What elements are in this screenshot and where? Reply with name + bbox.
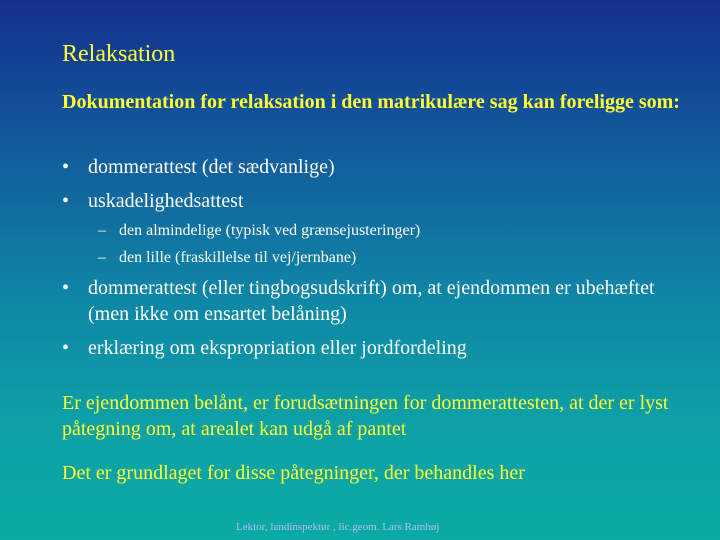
list-item-text: dommerattest (det sædvanlige) — [88, 156, 335, 178]
list-item — [62, 154, 682, 181]
list-item-text: uskadelighedsattest — [88, 189, 244, 212]
sub-list-item — [62, 248, 682, 269]
list-item-text: dommerattest (eller tingbogsudskrift) om, at ejendommen er ubehæftet (men ikke om ensartet belåning) — [88, 276, 655, 326]
list-item — [62, 188, 682, 215]
sub-list-item-text: den lille (fraskillelse til vej/jernbane) — [119, 248, 357, 266]
slide-subtitle: Dokumentation for relaksation i den matrikulære sag kan foreligge som: — [62, 91, 680, 113]
list-item-text: erklæring om ekspropriation eller jordfordeling — [88, 336, 467, 359]
slide-title: Relaksation — [62, 41, 176, 67]
bullet-icon: • — [62, 156, 70, 178]
bullet-icon: • — [62, 276, 70, 299]
list-item — [62, 335, 682, 362]
bullet-list — [62, 154, 682, 369]
sub-list-item-text: den almindelige (typisk ved grænsejusteringer) — [119, 222, 421, 240]
list-item — [62, 275, 682, 328]
paragraph-basis: Det er grundlaget for disse påtegninger, der behandles her — [62, 462, 525, 484]
bullet-icon: • — [62, 336, 70, 359]
bullet-icon: • — [62, 189, 70, 212]
sub-list-item — [62, 221, 682, 242]
paragraph-mortgage: Er ejendommen belånt, er forudsætningen for dommerattesten, at der er lyst påtegning om, at arealet kan udgå af pantet — [62, 392, 669, 440]
dash-icon: – — [98, 222, 106, 240]
footer-author: Lektor, landinspektør , lic.geom. Lars Ramhøj — [236, 521, 440, 533]
dash-icon: – — [98, 248, 106, 266]
